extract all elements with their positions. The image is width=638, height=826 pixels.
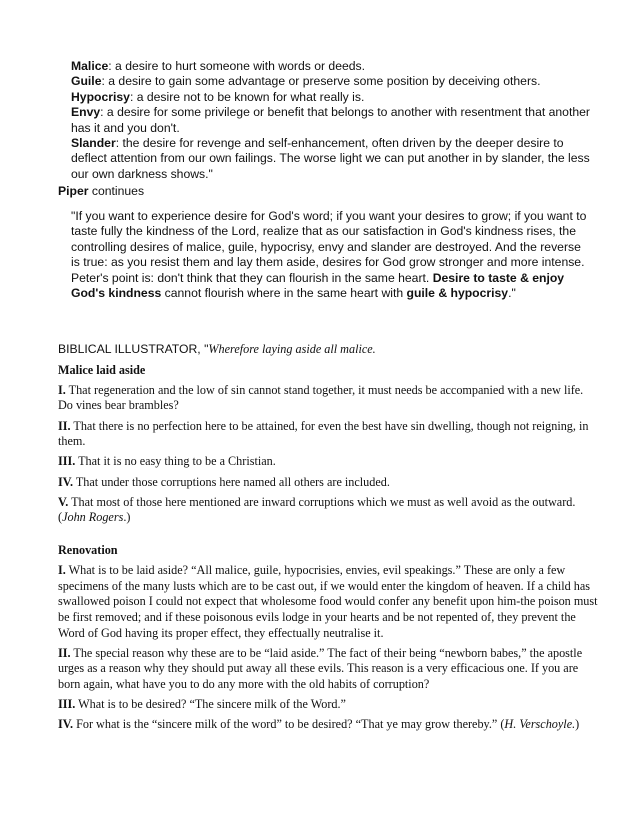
point-text: The special reason why these are to be “laid aside.” The fact of their being “newborn babes,” the apostle urges as a reason why they should put away all these evils. This reason is a very efficacious one. If you are born again, what have you to do any more with the old habits of corruption? <box>58 645 583 691</box>
point-text: That there is no perfection here to be attained, for even the best have sin dwelling, though not reigning, in them. <box>58 418 589 449</box>
definition-slander <box>71 136 591 182</box>
point-number: I. <box>58 563 66 578</box>
point-item <box>58 419 598 450</box>
author-name: Piper <box>58 184 89 198</box>
definition-term: Envy <box>71 105 101 120</box>
point-text: What is to be laid aside? “All malice, guile, hypocrisies, envies, evil speakings.” These are only a few specimens of the many lusts which are to be cast out, if we would enter the kingdom of heaven. If a child has swallowed poison I could not expect that wholesome food would confer any benefit upon him-the poison must be first removed; and if these poisonous evils lodge in your hearts and be not repented of, they prevent the Word of God having its proper effect, they effectually neutralise it. <box>58 563 598 640</box>
quote-text: ." <box>508 286 516 301</box>
piper-quote <box>71 209 591 301</box>
definition-text: : a desire for some privilege or benefit that belongs to another with resentment that another has it and you don't. <box>71 105 590 135</box>
point-text: That regeneration and the low of sin cannot stand together, it must needs be accompanied with a new life. Do vines bear brambles? <box>58 382 584 413</box>
definition-term: Slander <box>71 136 116 151</box>
definition-term: Malice <box>71 59 109 73</box>
point-text: ) <box>575 717 580 732</box>
definition-text: : the desire for revenge and self-enhancement, often driven by the deeper desire to deflect attention from our own failings. The worse light we can put another in by slander, the less our own darkness shows." <box>71 136 590 181</box>
definition-guile <box>71 74 591 89</box>
point-number: II. <box>58 418 71 433</box>
point-text: For what is the “sincere milk of the word” to be desired? “That ye may grow thereby.” ( <box>73 717 505 732</box>
definition-hypocrisy <box>71 90 591 105</box>
definitions-list <box>71 59 591 182</box>
point-text: That under those corruptions here named all others are included. <box>73 474 390 489</box>
continues-text: continues <box>88 184 145 198</box>
point-item <box>58 383 598 414</box>
definition-malice <box>71 59 591 74</box>
definition-envy <box>71 105 591 136</box>
definition-text: : a desire to gain some advantage or preserve some position by deceiving others. <box>101 74 541 89</box>
source-label: BIBLICAL ILLUSTRATOR, " <box>58 342 209 356</box>
point-attribution: John Rogers <box>62 510 124 525</box>
definition-text: : a desire to hurt someone with words or deeds. <box>108 59 366 73</box>
point-text: That it is no easy thing to be a Christian. <box>75 454 276 469</box>
point-item <box>58 475 598 491</box>
point-number: IV. <box>58 717 74 732</box>
section-heading: Malice laid aside <box>58 362 146 377</box>
point-item <box>58 495 598 526</box>
point-number: III. <box>58 697 76 712</box>
definition-term: Guile <box>71 74 102 89</box>
section-heading: Renovation <box>58 543 118 557</box>
point-number: II. <box>58 645 71 660</box>
piper-continues-line <box>58 184 144 199</box>
point-number: IV. <box>58 474 74 489</box>
quote-bold-phrase: Desire to taste & enjoy God's kindness <box>71 270 565 301</box>
point-text: That most of those here mentioned are inward corruptions which we must as well avoid as the outward. ( <box>58 494 576 525</box>
point-attribution: H. Verschoyle. <box>504 717 576 732</box>
point-number: III. <box>58 454 76 469</box>
source-verse: Wherefore laying aside all malice. <box>208 342 376 356</box>
point-item <box>58 646 598 693</box>
point-item <box>58 717 598 733</box>
quote-text: cannot flourish where in the same heart with <box>161 286 407 301</box>
point-number: I. <box>58 382 66 397</box>
point-number: V. <box>58 494 69 509</box>
renovation-section <box>58 543 598 738</box>
quote-text: "If you want to experience desire for God's word; if you want your desires to grow; if you want to taste fully the kindness of the Lord, realize that as our satisfaction in God's kindness rises, the controlling desires of malice, guile, hypocrisy, envy and slander are destroyed. And the reverse is true: as you resist them and lay them aside, desires for God grow stronger and more intense. Peter's point is: don't think that they can flourish in the same heart. <box>71 209 587 285</box>
source-line <box>58 342 598 358</box>
quote-bold-phrase: guile & hypocrisy <box>406 286 509 301</box>
definition-term: Hypocrisy <box>71 89 130 104</box>
point-item <box>58 563 598 641</box>
point-text: What is to be desired? “The sincere milk of the Word.” <box>75 697 346 712</box>
point-text: .) <box>123 510 131 525</box>
point-item <box>58 697 598 713</box>
point-item <box>58 454 598 470</box>
definition-text: : a desire not to be known for what really is. <box>129 89 365 104</box>
biblical-illustrator-section <box>58 342 598 531</box>
